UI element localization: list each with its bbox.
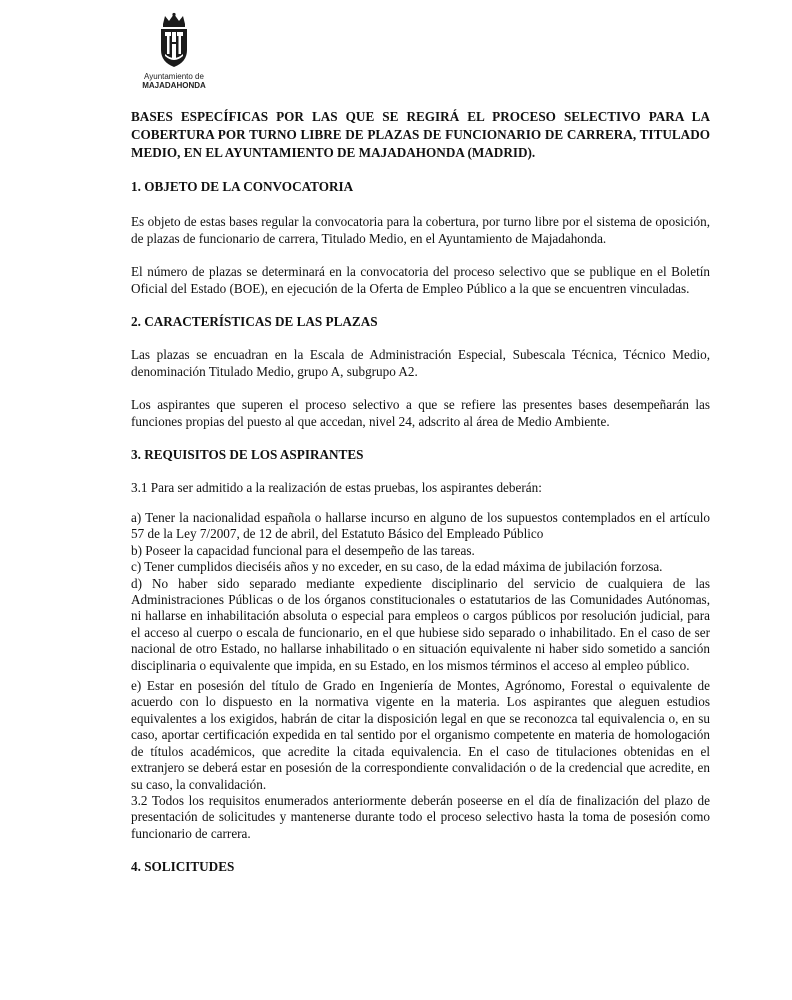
logo-line-2: MAJADAHONDA bbox=[142, 81, 206, 90]
municipal-logo bbox=[134, 12, 214, 90]
section-heading-requisitos: 3. REQUISITOS DE LOS ASPIRANTES bbox=[131, 447, 364, 462]
document-content bbox=[131, 108, 710, 875]
list-item: c) Tener cumplidos dieciséis años y no exceder, en su caso, de la edad máxima de jubilación forzosa. bbox=[131, 559, 663, 575]
section-heading-objeto: 1. OBJETO DE LA CONVOCATORIA bbox=[131, 179, 354, 194]
document-title: BASES ESPECÍFICAS POR LAS QUE SE REGIRÁ EL PROCESO SELECTIVO PARA LA COBERTURA POR TURNO LIBRE DE PLAZAS DE FUNCIONARIO DE CARRERA, TITULADO MEDIO, EN EL AYUNTAMIENTO DE MAJADAHONDA (MADRID). bbox=[131, 109, 710, 160]
paragraph-caracteristicas-1: Las plazas se encuadran en la Escala de Administración Especial, Subescala Técnica, Técnico Medio, denominación Titulado Medio, grupo A, subgrupo A2. bbox=[131, 347, 710, 379]
requirements-list bbox=[131, 510, 710, 842]
list-item: a) Tener la nacionalidad española o hallarse incurso en alguno de los supuestos contemplados en el artículo 57 de la Ley 7/2007, de 12 de abril, del Estatuto Básico del Empleado Público bbox=[131, 510, 710, 542]
crown-tower-emblem-icon bbox=[154, 12, 194, 68]
paragraph-caracteristicas-2: Los aspirantes que superen el proceso selectivo a que se refiere las presentes bases desempeñarán las funciones propias del puesto al que accedan, nivel 24, adscrito al área de Medio Ambiente. bbox=[131, 397, 710, 429]
logo-line-1: Ayuntamiento de bbox=[144, 72, 204, 81]
list-item: d) No haber sido separado mediante expediente disciplinario del servicio de cualquiera de las Administraciones Públicas o de los órganos constitucionales o estatutarios de las Comunidades Autónomas, ni hallarse en inhabilitación absoluta o especial para empleos o cargos públicos por resolución judicial, para el acceso al cuerpo o escala de funcionario, en el que hubiese sido separado o inhabilitado. En el caso de ser nacional de otro Estado, no hallarse inhabilitado o en situación equivalente ni haber sido sometido a sanción disciplinaria o equivalente que impida, en su Estado, en los mismos términos el acceso al empleo público. bbox=[131, 575, 710, 673]
section-heading-solicitudes: 4. SOLICITUDES bbox=[131, 859, 235, 875]
section-heading-caracteristicas: 2. CARACTERÍSTICAS DE LAS PLAZAS bbox=[131, 314, 378, 329]
paragraph-objeto-2: El número de plazas se determinará en la convocatoria del proceso selectivo que se publique en el Boletín Oficial del Estado (BOE), en ejecución de la Oferta de Empleo Público a la que se encuentren vinculadas. bbox=[131, 264, 710, 296]
list-item: e) Estar en posesión del título de Grado en Ingeniería de Montes, Agrónomo, Forestal o equivalente de acuerdo con lo dispuesto en la normativa vigente en la materia. Los aspirantes que aleguen estudios equivalentes a los exigidos, habrán de citar la disposición legal en que se reconozca tal equivalencia o, en su caso, aportar certificación expedida en tal sentido por el organismo competente en materia de homologación de títulos académicos, que acredite la citada equivalencia. En el caso de titulaciones obtenidas en el extranjero se deberá estar en posesión de la correspondiente convalidación o de la credencial que acredite, en su caso, la convalidación. bbox=[131, 678, 710, 792]
list-item: b) Poseer la capacidad funcional para el desempeño de las tareas. bbox=[131, 542, 475, 558]
paragraph-requisitos-intro: 3.1 Para ser admitido a la realización de estas pruebas, los aspirantes deberán: bbox=[131, 480, 542, 495]
paragraph-objeto-1: Es objeto de estas bases regular la convocatoria para la cobertura, por turno libre por el sistema de oposición, de plazas de funcionario de carrera, Titulado Medio, en el Ayuntamiento de Majadahonda. bbox=[131, 214, 710, 246]
list-item: 3.2 Todos los requisitos enumerados anteriormente deberán poseerse en el día de finalización del plazo de presentación de solicitudes y mantenerse durante todo el proceso selectivo hasta la toma de posesión como funcionario de carrera. bbox=[131, 792, 710, 841]
